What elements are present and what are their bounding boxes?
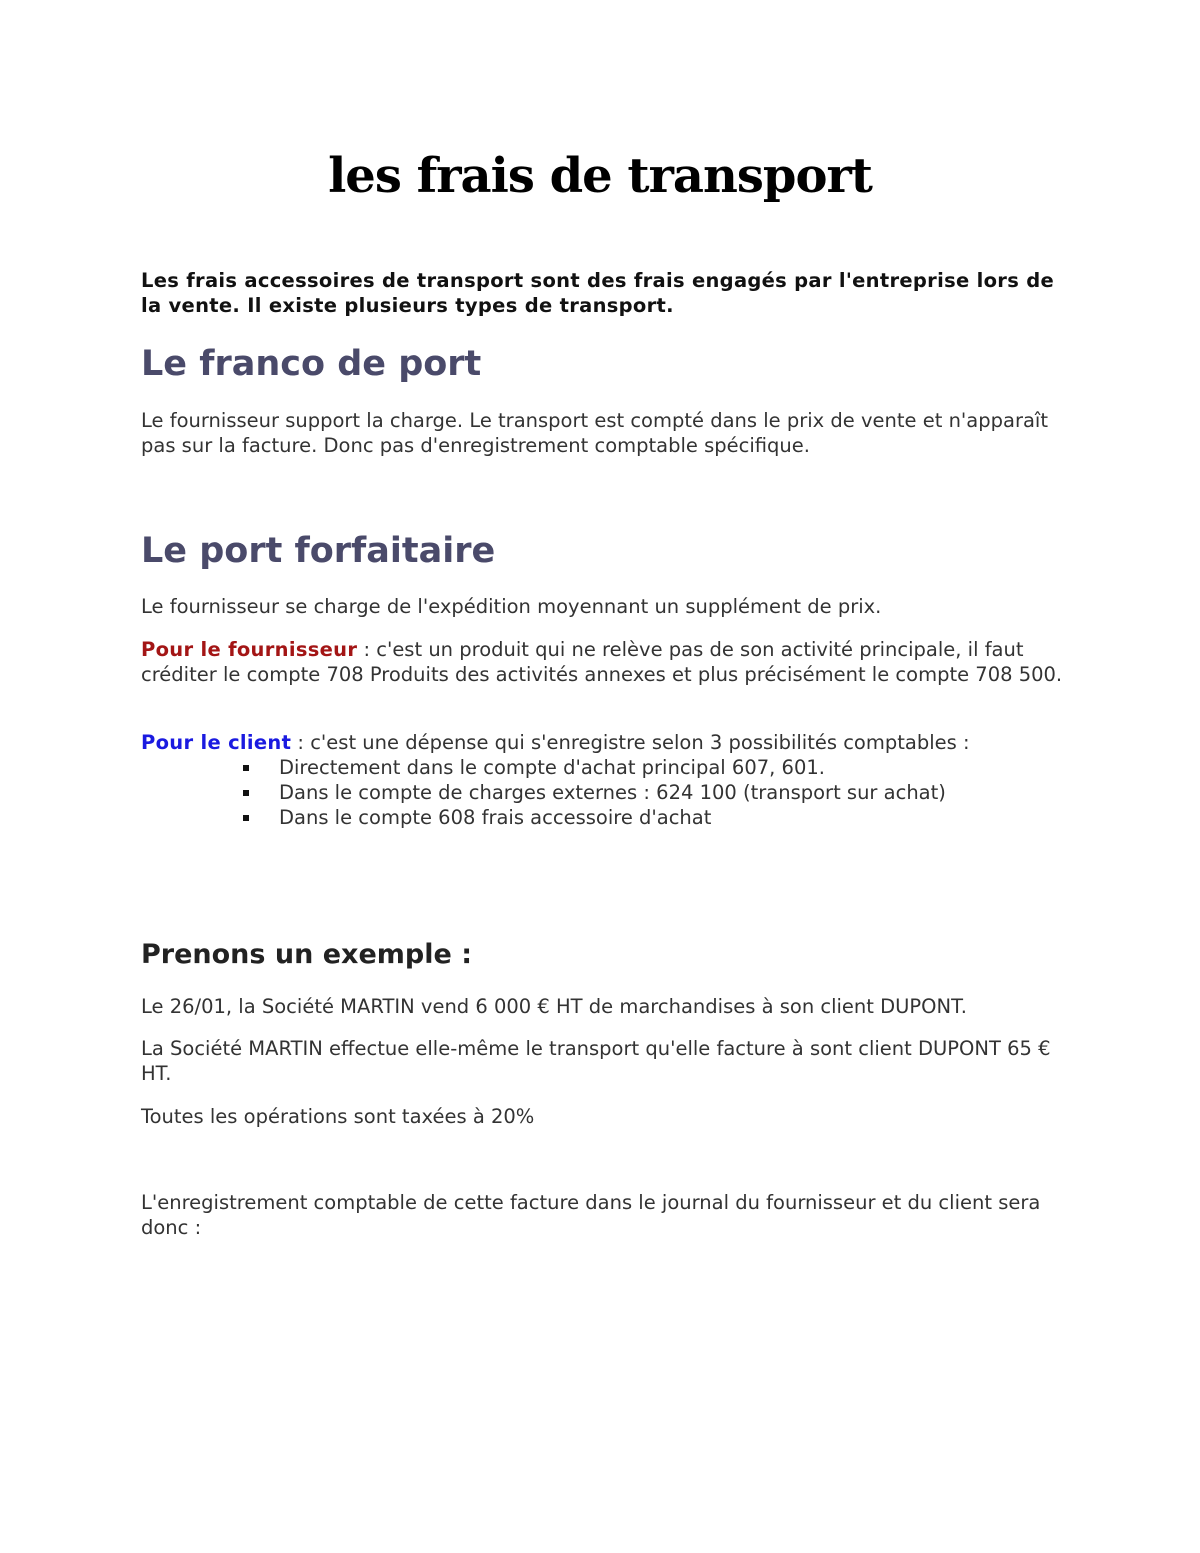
heading-port-forfaitaire: Le port forfaitaire [141,531,496,571]
heading-exemple: Prenons un exemple : [141,939,472,970]
client-label: Pour le client [141,731,292,754]
client-paragraph [141,730,1081,755]
franco-paragraph: Le fournisseur support la charge. Le transport est compté dans le prix de vente et n'apparaît pas sur la facture. Donc pas d'enregistrement comptable spécifique. [141,409,1048,457]
exemple-paragraph-3: Toutes les opérations sont taxées à 20% [141,1105,535,1128]
list-item-text: Dans le compte 608 frais accessoire d'achat [279,806,712,829]
list-item-text: Dans le compte de charges externes : 624 100 (transport sur achat) [279,781,946,804]
list-item-text: Directement dans le compte d'achat principal 607, 601. [279,756,825,779]
document-title: les frais de transport [328,148,872,204]
heading-franco-de-port: Le franco de port [141,344,482,384]
square-bullet-icon [243,815,249,821]
exemple-paragraph-2: La Société MARTIN effectue elle-même le transport qu'elle facture à sont client DUPONT 65 € HT. [141,1037,1051,1085]
client-text: : c'est une dépense qui s'enregistre selon 3 possibilités comptables : [291,731,970,754]
square-bullet-icon [243,790,249,796]
square-bullet-icon [243,765,249,771]
exemple-paragraph-1: Le 26/01, la Société MARTIN vend 6 000 € HT de marchandises à son client DUPONT. [141,995,967,1018]
fournisseur-label: Pour le fournisseur [141,638,358,661]
list-item [141,805,1066,830]
intro-paragraph: Les frais accessoires de transport sont des frais engagés par l'entreprise lors de la vente. Il existe plusieurs types de transport. [141,269,1054,317]
forfait-paragraph: Le fournisseur se charge de l'expédition moyennant un supplément de prix. [141,595,882,618]
list-item [141,755,1066,780]
exemple-paragraph-4: L'enregistrement comptable de cette facture dans le journal du fournisseur et du client sera donc : [141,1191,1041,1239]
accounting-options-list [141,755,1066,830]
list-item [141,780,1066,805]
fournisseur-text: : c'est un produit qui ne relève pas de son activité principale, il faut créditer le compte 708 Produits des activités annexes et plus précisément le compte 708 500. [141,638,1063,686]
fournisseur-paragraph [141,637,1066,687]
